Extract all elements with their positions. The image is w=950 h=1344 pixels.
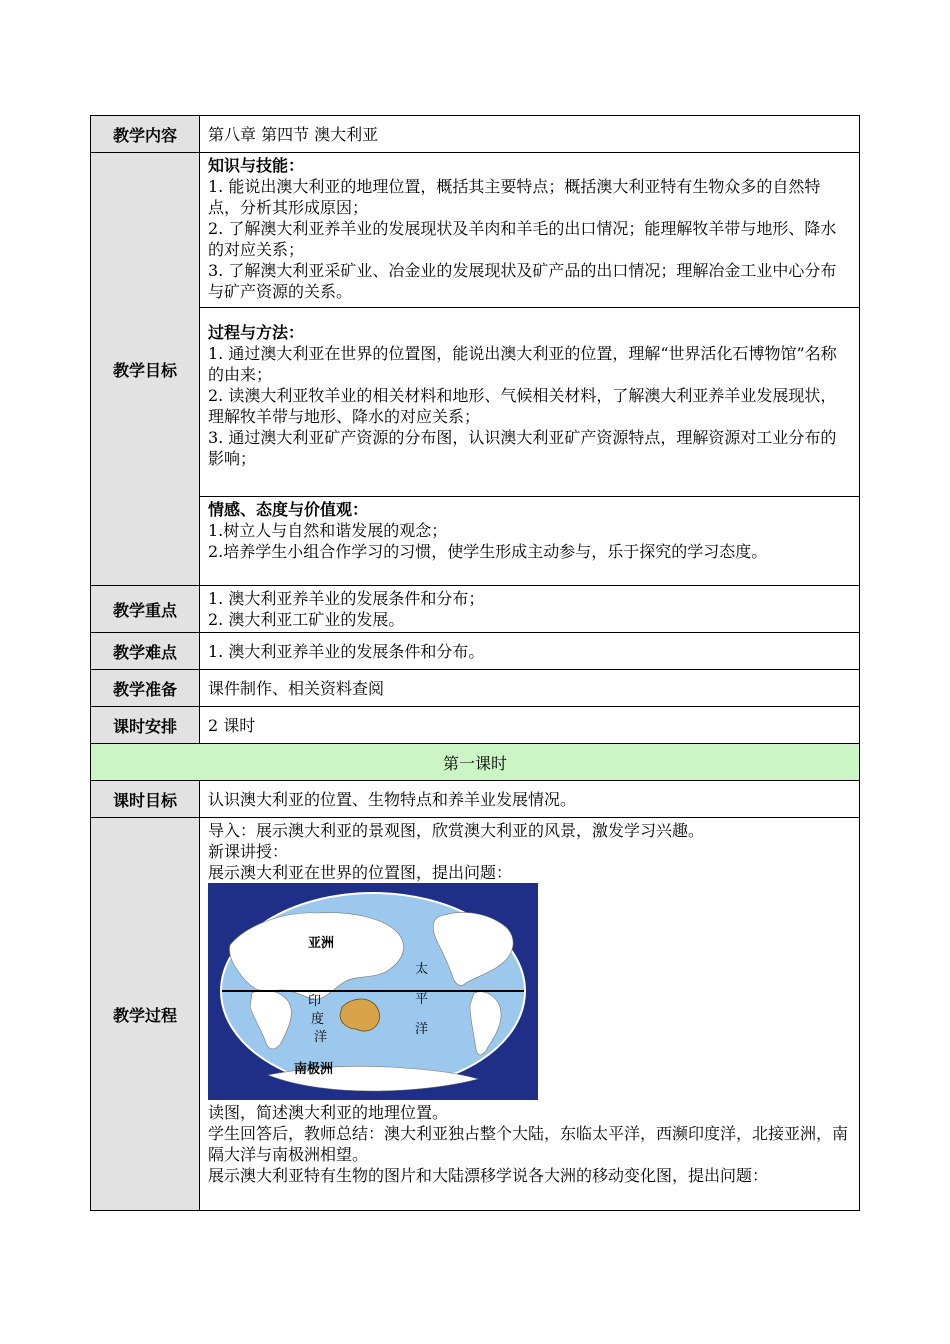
label-teaching-content: 教学内容 <box>91 116 200 153</box>
schedule-value: 2 课时 <box>200 707 860 744</box>
label-preparation: 教学准备 <box>91 670 200 707</box>
row-schedule <box>91 707 860 744</box>
process-text: 展示澳大利亚特有生物的图片和大陆漂移学说各大洲的移动变化图，提出问题： <box>208 1166 769 1185</box>
goals-process <box>200 308 860 497</box>
emotion-item: 2.培养学生小组合作学习的习惯，使学生形成主动参与，乐于探究的学习态度。 <box>208 542 768 561</box>
row-banner <box>91 744 860 781</box>
row-key-points <box>91 586 860 633</box>
label-schedule: 课时安排 <box>91 707 200 744</box>
lesson-goal-value: 认识澳大利亚的位置、生物特点和养羊业发展情况。 <box>200 781 860 818</box>
goals-emotion <box>200 497 860 586</box>
process-item: 1. 通过澳大利亚在世界的位置图，能说出澳大利亚的位置，理解“世界活化石博物馆”名称的由来； <box>208 344 837 384</box>
goals-knowledge <box>200 153 860 308</box>
row-difficulties <box>91 633 860 670</box>
map-australia <box>340 999 380 1031</box>
knowledge-item: 1. 能说出澳大利亚的地理位置，概括其主要特点；概括澳大利亚特有生物众多的自然特点，分析其形成原因； <box>208 177 821 217</box>
process-title: 过程与方法： <box>208 323 305 342</box>
map-label-indian: 洋 <box>314 1030 328 1045</box>
map-label-indian: 印 <box>308 994 322 1009</box>
label-difficulties: 教学难点 <box>91 633 200 670</box>
map-label-asia: 亚洲 <box>308 936 335 951</box>
lesson-banner: 第一课时 <box>91 744 860 781</box>
key-point-item: 1. 澳大利亚养羊业的发展条件和分布； <box>208 589 485 608</box>
key-points-value <box>200 586 860 633</box>
map-label-antarctica: 南极洲 <box>294 1062 334 1077</box>
difficulties-value: 1. 澳大利亚养羊业的发展条件和分布。 <box>200 633 860 670</box>
teaching-content-value: 第八章 第四节 澳大利亚 <box>200 116 860 153</box>
row-goals-emotion <box>91 497 860 586</box>
row-goals-process <box>91 308 860 497</box>
label-process: 教学过程 <box>91 818 200 1211</box>
map-label-indian: 度 <box>311 1012 325 1027</box>
row-preparation <box>91 670 860 707</box>
process-item: 3. 通过澳大利亚矿产资源的分布图，认识澳大利亚矿产资源特点，理解资源对工业分布的影响； <box>208 428 837 468</box>
world-map-image <box>208 883 538 1100</box>
map-label-pacific: 洋 <box>415 1022 429 1037</box>
label-lesson-goal: 课时目标 <box>91 781 200 818</box>
row-lesson-goal <box>91 781 860 818</box>
knowledge-item: 2. 了解澳大利亚养羊业的发展现状及羊肉和羊毛的出口情况；能理解牧羊带与地形、降水的对应关系； <box>208 219 837 259</box>
emotion-title: 情感、态度与价值观： <box>208 500 369 519</box>
knowledge-item: 3. 了解澳大利亚采矿业、冶金业的发展现状及矿产品的出口情况；理解冶金工业中心分布与矿产资源的关系。 <box>208 261 837 301</box>
map-label-pacific: 太 <box>415 962 429 977</box>
process-text: 学生回答后，教师总结：澳大利亚独占整个大陆，东临太平洋，西濒印度洋，北接亚洲，南隔大洋与南极洲相望。 <box>208 1124 849 1164</box>
process-text: 新课讲授： <box>208 842 289 861</box>
row-process <box>91 818 860 1211</box>
key-point-item: 2. 澳大利亚工矿业的发展。 <box>208 610 405 629</box>
process-text: 展示澳大利亚在世界的位置图，提出问题： <box>208 863 513 882</box>
lesson-plan-table <box>90 115 860 1211</box>
label-teaching-goals: 教学目标 <box>91 153 200 586</box>
label-key-points: 教学重点 <box>91 586 200 633</box>
knowledge-title: 知识与技能： <box>208 156 305 175</box>
process-item: 2. 读澳大利亚牧羊业的相关材料和地形、气候相关材料，了解澳大利亚养羊业发展现状，理解牧羊带与地形、降水的对应关系； <box>208 386 837 426</box>
process-text: 读图，简述澳大利亚的地理位置。 <box>208 1103 449 1122</box>
process-text: 导入：展示澳大利亚的景观图，欣赏澳大利亚的风景，激发学习兴趣。 <box>208 821 705 840</box>
map-label-pacific: 平 <box>415 992 429 1007</box>
emotion-item: 1.树立人与自然和谐发展的观念； <box>208 521 448 540</box>
preparation-value: 课件制作、相关资料查阅 <box>200 670 860 707</box>
row-teaching-content <box>91 116 860 153</box>
row-teaching-goals <box>91 153 860 308</box>
process-content <box>200 818 860 1211</box>
